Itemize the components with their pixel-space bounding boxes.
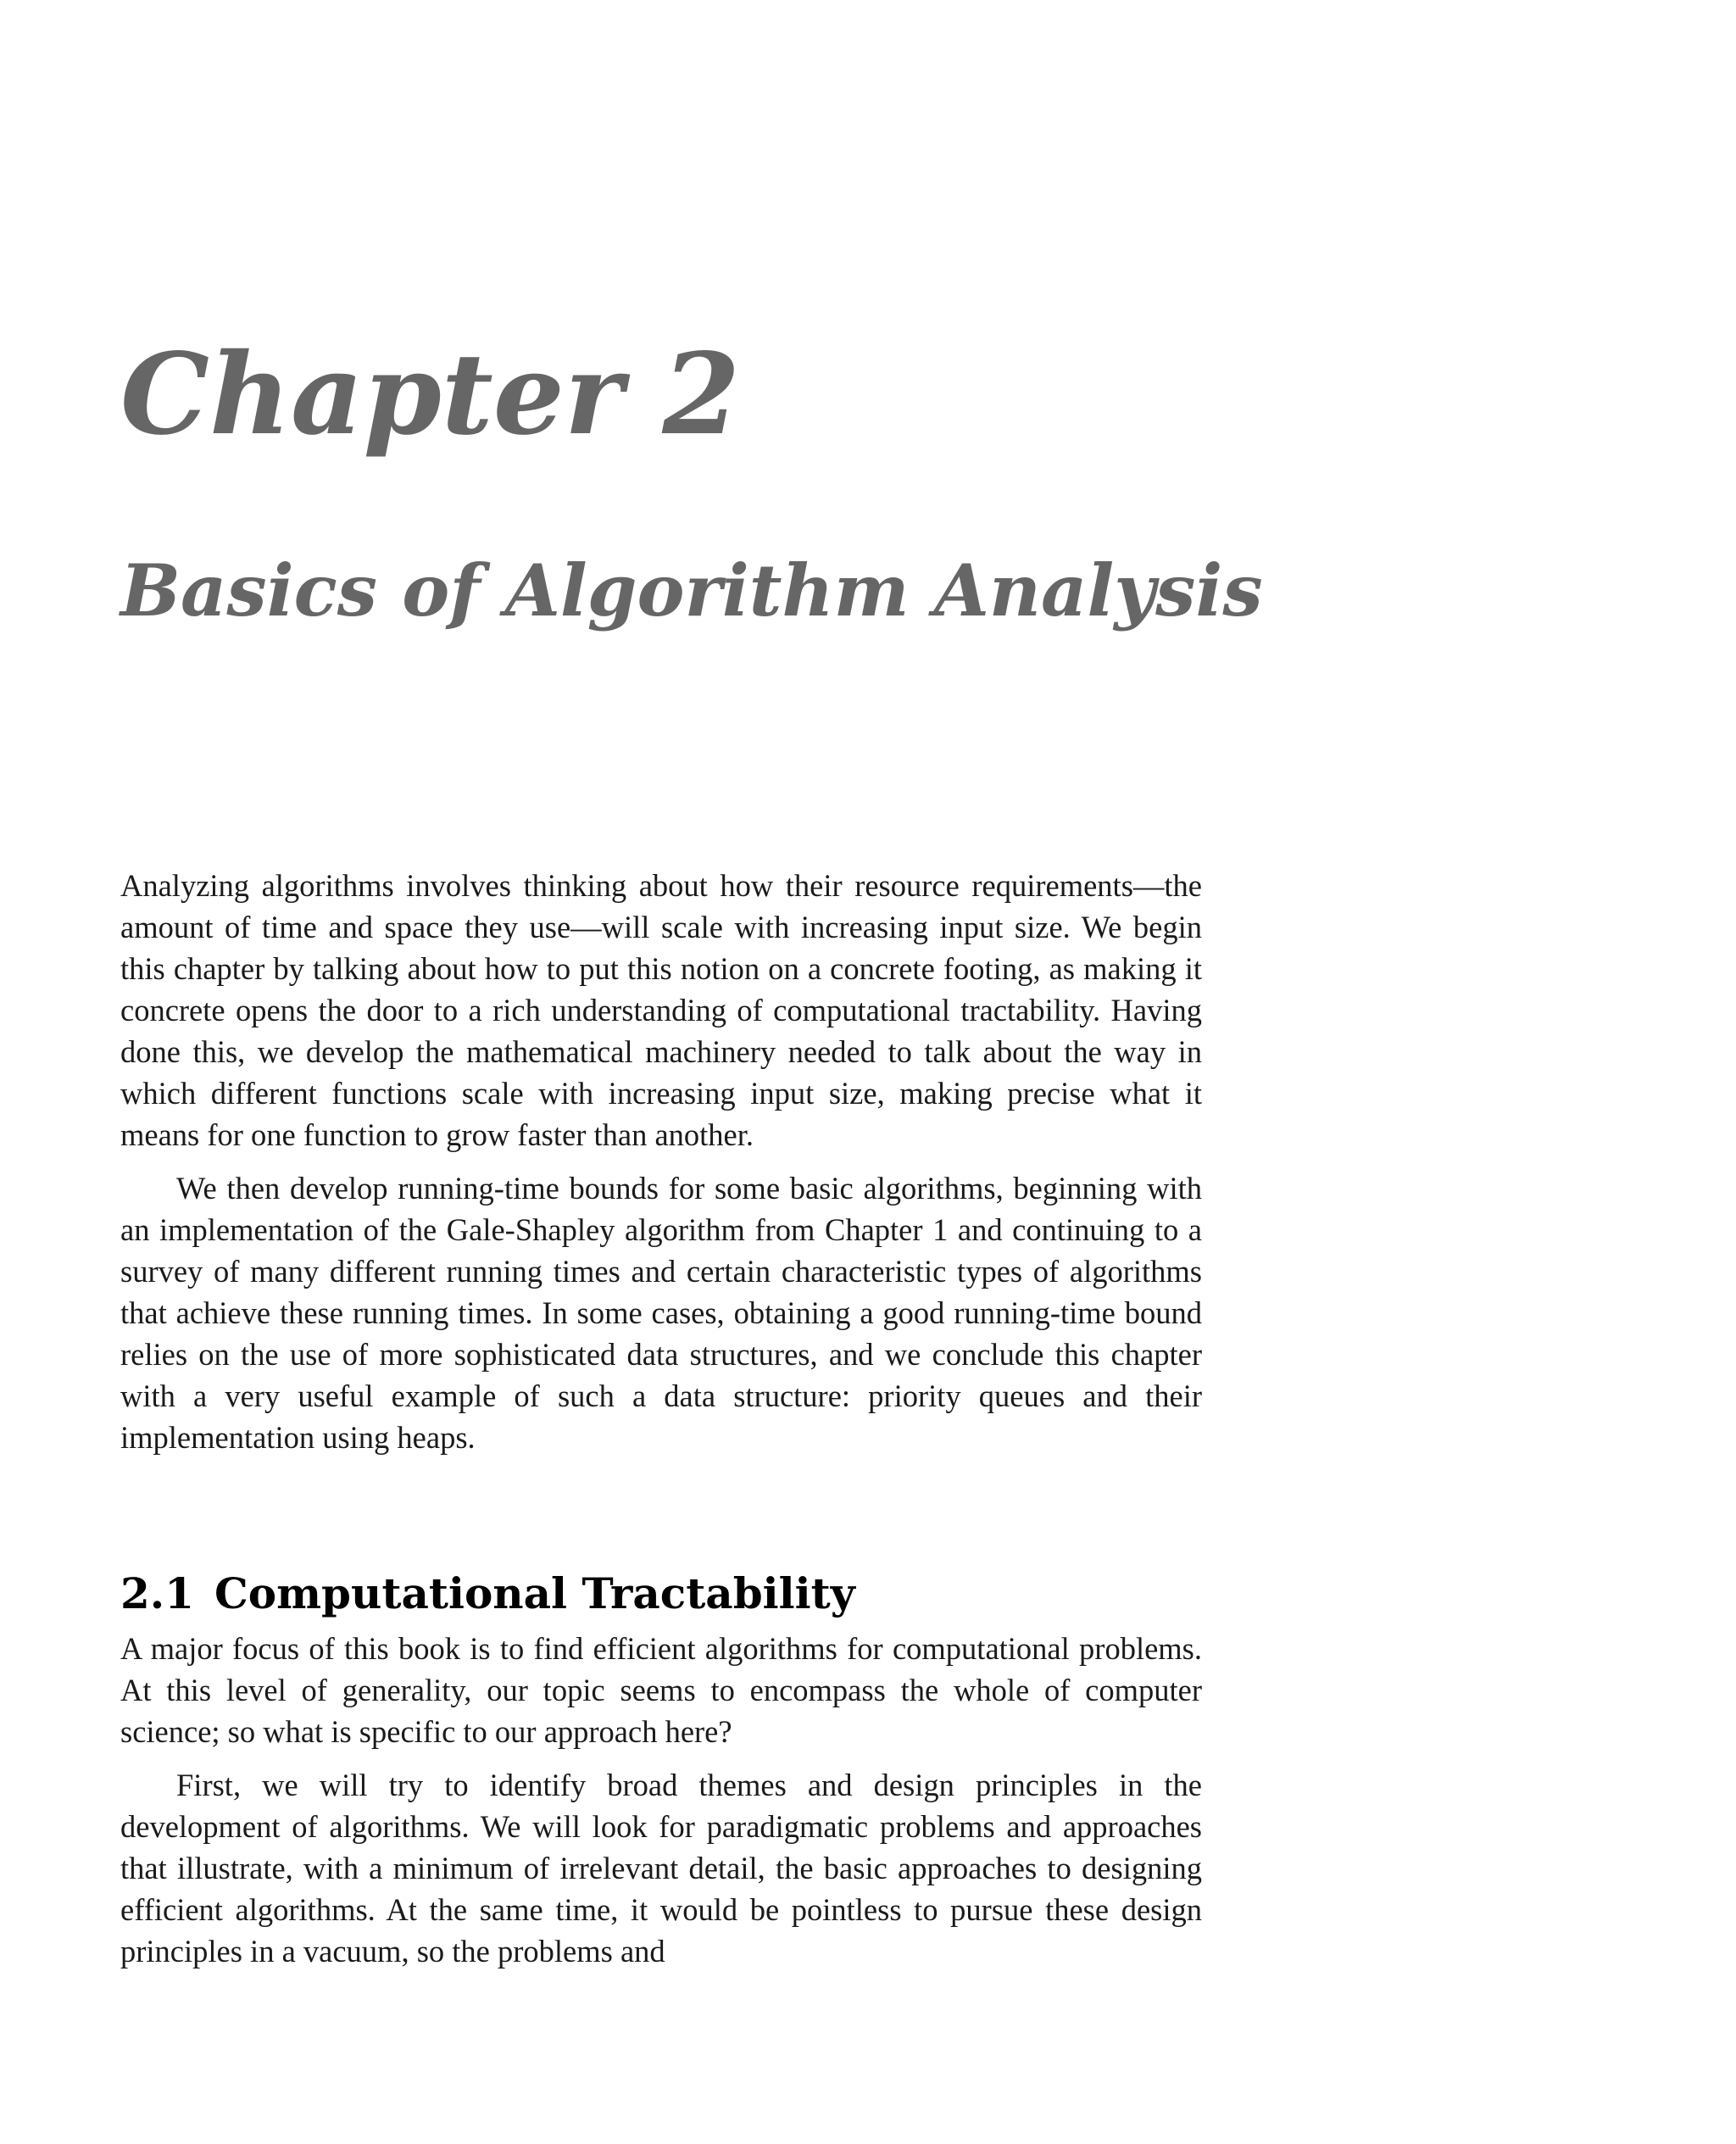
intro-paragraph: We then develop running-time bounds for some basic algorithms, beginning with an implementation of the Gale-Shapley algorithm from Chapter 1 and continuing to a survey of many different running times and certain characteristic types of algorithms that achieve these running times. In some cases, obtaining a good running-time bound relies on the use of more sophisticated data structures, and we conclude this chapter with a very useful example of such a data structure: priority queues and their implementation using heaps. (120, 1171, 1202, 1455)
section-heading (120, 1567, 1202, 1621)
chapter-introduction (120, 865, 1202, 1470)
section-paragraph: First, we will try to identify broad themes and design principles in the development of algorithms. We will look for paradigmatic problems and approaches that illustrate, with a minimum of irrelevant detail, the basic approaches to designing efficient algorithms. At the same time, it would be pointless to pursue these design principles in a vacuum, so the problems and (120, 1768, 1202, 1969)
section-title: Computational Tractability (214, 1568, 855, 1618)
chapter-label: Chapter 2 (120, 329, 741, 460)
section-paragraph: A major focus of this book is to find efficient algorithms for computational problems. At this level of generality, our topic seems to encompass the whole of computer science; so what is specific to our approach here? (120, 1631, 1202, 1749)
section-number: 2.1 (120, 1568, 194, 1618)
chapter-title: Basics of Algorithm Analysis (120, 549, 1263, 632)
section-computational-tractability (120, 1567, 1202, 1984)
intro-paragraph: Analyzing algorithms involves thinking about how their resource requirements—the amount of time and space they use—will scale with increasing input size. We begin this chapter by talking about how to put this notion on a concrete footing, as making it concrete opens the door to a rich understanding of computational tractability. Having done this, we develop the mathematical machinery needed to talk about the way in which different functions scale with increasing input size, making precise what it means for one function to grow faster than another. (120, 868, 1202, 1152)
